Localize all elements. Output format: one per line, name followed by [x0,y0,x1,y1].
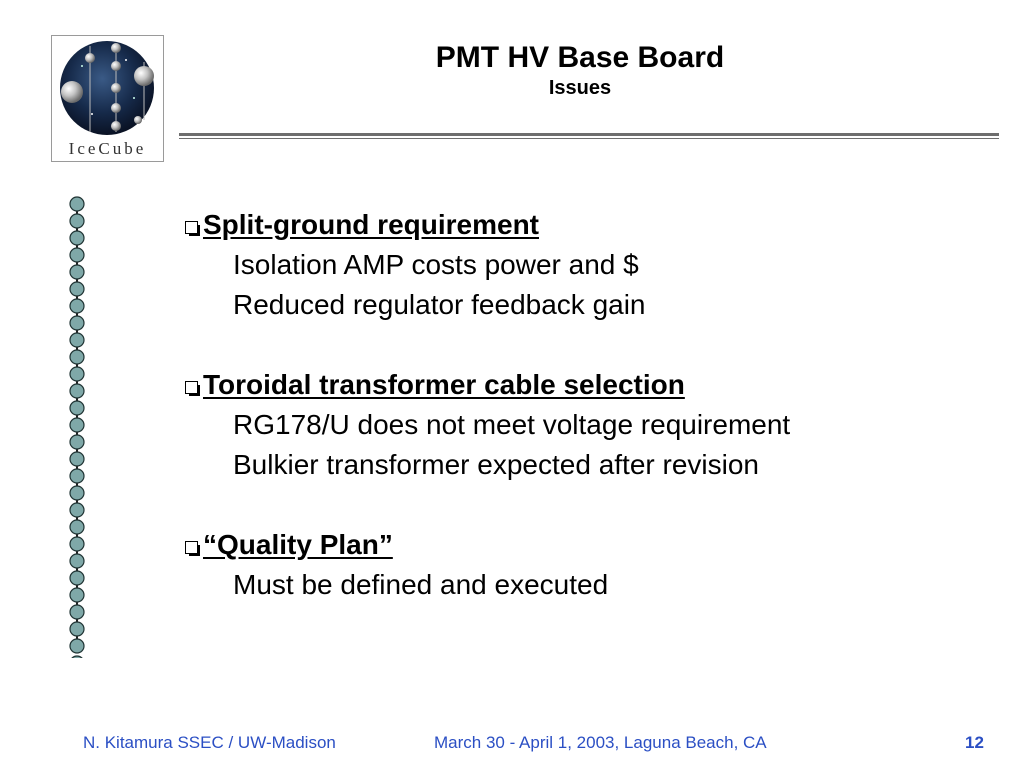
header-rule-thick [179,133,999,136]
string-bead [70,248,84,262]
issue-item [184,205,944,325]
string-bead [70,231,84,245]
issue-detail: RG178/U does not meet voltage requirement [233,409,791,440]
string-bead [70,299,84,313]
issue-heading-text: “Quality Plan” [203,529,393,560]
hollow-square-bullet-icon [184,375,200,395]
icecube-logo-icon [52,36,163,136]
string-bead [70,452,84,466]
issue-heading [184,525,944,565]
issue-heading [184,205,944,245]
title-block [330,40,830,100]
issues-list [184,205,944,645]
footer-event: March 30 - April 1, 2003, Laguna Beach, CA [434,733,767,752]
issue-detail: Reduced regulator feedback gain [233,289,646,320]
string-bead [70,282,84,296]
string-bead [70,571,84,585]
footer-author: N. Kitamura SSEC / UW-Madison [83,733,336,752]
string-bead [70,486,84,500]
string-bead [70,435,84,449]
hollow-square-bullet-icon [184,215,200,235]
string-bead [70,316,84,330]
string-bead [70,265,84,279]
string-bead [70,639,84,653]
issue-detail: Isolation AMP costs power and $ [233,249,639,280]
header-rule-thin [179,138,999,139]
page-number: 12 [965,733,984,752]
string-bead [70,605,84,619]
string-bead [70,622,84,636]
issue-heading [184,365,944,405]
string-bead [70,537,84,551]
string-bead [70,197,84,211]
detector-string-beads-icon [64,196,90,658]
issue-detail: Bulkier transformer expected after revision [233,449,759,480]
string-bead [70,554,84,568]
slide-subtitle: Issues [548,77,612,99]
string-bead [70,588,84,602]
string-bead [70,367,84,381]
string-bead [70,469,84,483]
issue-item [184,365,944,485]
string-bead [70,503,84,517]
issue-item [184,525,944,605]
issue-heading-text: Toroidal transformer cable selection [203,369,685,400]
string-bead [70,350,84,364]
hollow-square-bullet-icon [184,535,200,555]
string-bead [70,401,84,415]
logo-text: IceCube [68,139,147,158]
string-bead [70,333,84,347]
issue-detail: Must be defined and executed [233,569,609,600]
issue-heading-text: Split-ground requirement [203,209,539,240]
string-bead [70,656,84,658]
icecube-logo [51,35,164,162]
string-bead [70,520,84,534]
string-bead [70,418,84,432]
string-bead [70,384,84,398]
slide-title: PMT HV Base Board [435,41,725,74]
string-bead [70,214,84,228]
